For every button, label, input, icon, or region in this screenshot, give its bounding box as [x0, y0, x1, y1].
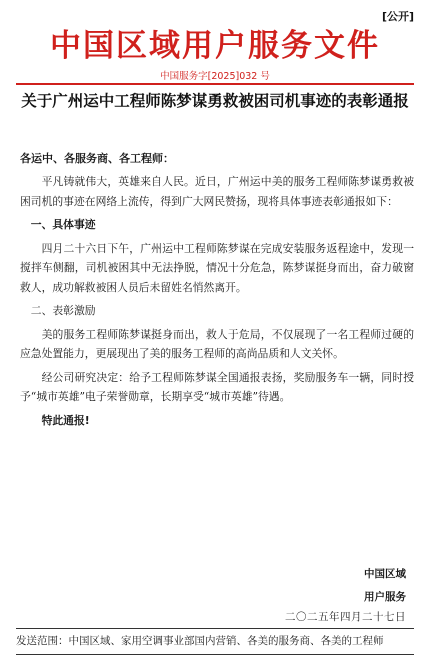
section1-paragraph: 四月二十六日下午，广州运中工程师陈梦谋在完成安装服务返程途中，发现一搅拌车侧翻，司机被困其中无法挣脱，情况十分危急，陈梦谋挺身而出，奋力破窗救人，成功解救被困人员后未留姓名悄然离开。	[20, 241, 414, 294]
footer-divider-top	[16, 628, 414, 629]
document-body	[20, 172, 414, 434]
section2-heading: 二、表彰激励	[30, 304, 96, 317]
public-badge: [公开]	[381, 10, 414, 23]
document-headline: 中国区域用户服务文件	[50, 28, 380, 64]
closing-line: 特此通报!	[41, 413, 90, 427]
document-number: 中国服务字[2025]032 号	[160, 71, 270, 82]
section1-heading: 一、具体事迹	[30, 218, 96, 231]
red-divider	[16, 83, 414, 85]
decision-paragraph: 经公司研究决定：给予工程师陈梦谋全国通报表扬，奖励服务车一辆，同时授予“城市英雄”电子荣誉勋章，长期享受“城市英雄”待遇。	[20, 370, 414, 403]
signature-org-2: 用户服务	[364, 591, 406, 603]
section2-paragraph: 美的服务工程师陈梦谋挺身而出，救人于危局，不仅展现了一名工程师过硬的应急处置能力，更展现出了美的服务工程师的高尚品质和人文关怀。	[20, 327, 414, 360]
intro-paragraph: 平凡铸就伟大，英雄来自人民。近日，广州运中美的服务工程师陈梦谋勇救被困司机的事迹在网络上流传，得到广大网民赞扬，现将具体事迹表彰通报如下：	[20, 175, 414, 208]
signature-date: 二〇二五年四月二十七日	[285, 611, 406, 623]
footer-divider-bottom	[16, 654, 414, 655]
distribution-line: 发送范围：中国区域、家用空调事业部国内营销、各美的服务商、各美的工程师	[16, 635, 384, 647]
signature-org-1: 中国区域	[364, 568, 406, 580]
document-title: 关于广州运中工程师陈梦谋勇救被困司机事迹的表彰通报	[21, 92, 409, 110]
salutation: 各运中、各服务商、各工程师：	[20, 152, 174, 165]
